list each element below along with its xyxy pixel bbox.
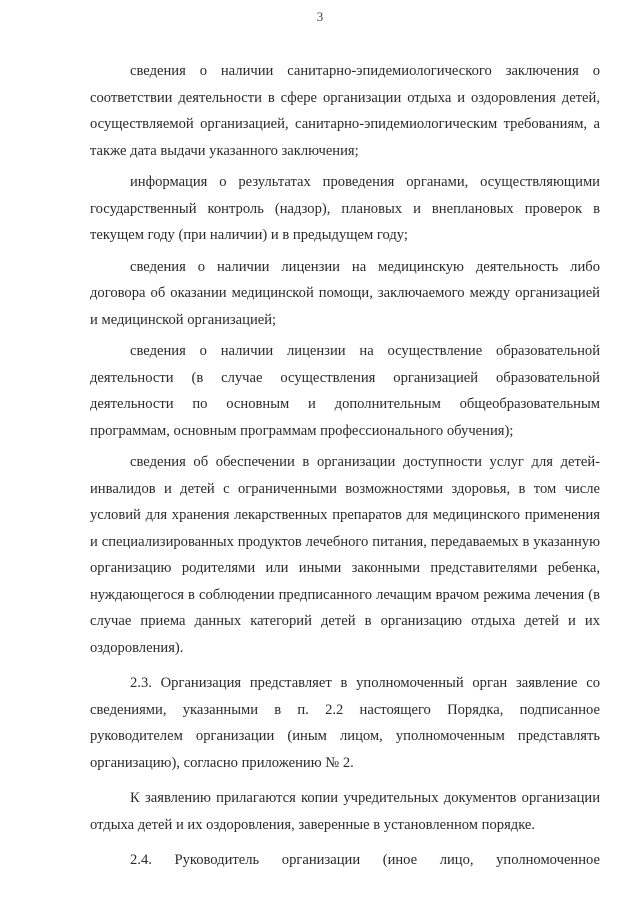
paragraph-accessibility: сведения об обеспечении в организации доступности услуг для детей-инвалидов и детей с ограниченными возможностями здоровья, в том числе условий для хранения лекарственных препаратов для медицинского применения и специализированных продуктов лечебного питания, передаваемых в указанную организацию родителями или иными законными представителями ребенка, нуждающегося в соблюдении предписанного лечащим врачом режима лечения (в случае приема данных категорий детей в организацию отдыха детей и их оздоровления). <box>90 454 600 656</box>
paragraph-sanitary-conclusion: сведения о наличии санитарно-эпидемиологического заключения о соответствии деятельности в сфере организации отдыха и оздоровления детей, осуществляемой организацией, санитарно-эпидемиологическим требованиям, а также дата выдачи указанного заключения; <box>90 63 600 159</box>
paragraph-education-license: сведения о наличии лицензии на осуществление образовательной деятельности (в случае осуществления организацией образовательной деятельности по основным и дополнительным общеобразовательным программам, основным программам профессионального обучения); <box>90 343 600 439</box>
paragraph-medical-license: сведения о наличии лицензии на медицинскую деятельность либо договора об оказании медицинской помощи, заключаемого между организацией и медицинской организацией; <box>90 258 600 328</box>
paragraph-2-4: 2.4. Руководитель организации (иное лицо, уполномоченное <box>130 852 600 868</box>
paragraph-2-3: 2.3. Организация представляет в уполномоченный орган заявление со сведениями, указанными в п. 2.2 настоящего Порядка, подписанное руководителем организации (иным лицом, уполномоченным представлять организацию), согласно приложению № 2. <box>90 675 600 771</box>
paragraph-attachments: К заявлению прилагаются копии учредительных документов организации отдыха детей и их оздоровления, заверенные в установленном порядке. <box>90 790 600 833</box>
document-body <box>90 58 600 879</box>
page-number: 3 <box>316 9 324 24</box>
paragraph-inspection-results: информация о результатах проведения органами, осуществляющими государственный контроль (надзор), плановых и внеплановых проверок в текущем году (при наличии) и в предыдущем году; <box>90 174 600 243</box>
